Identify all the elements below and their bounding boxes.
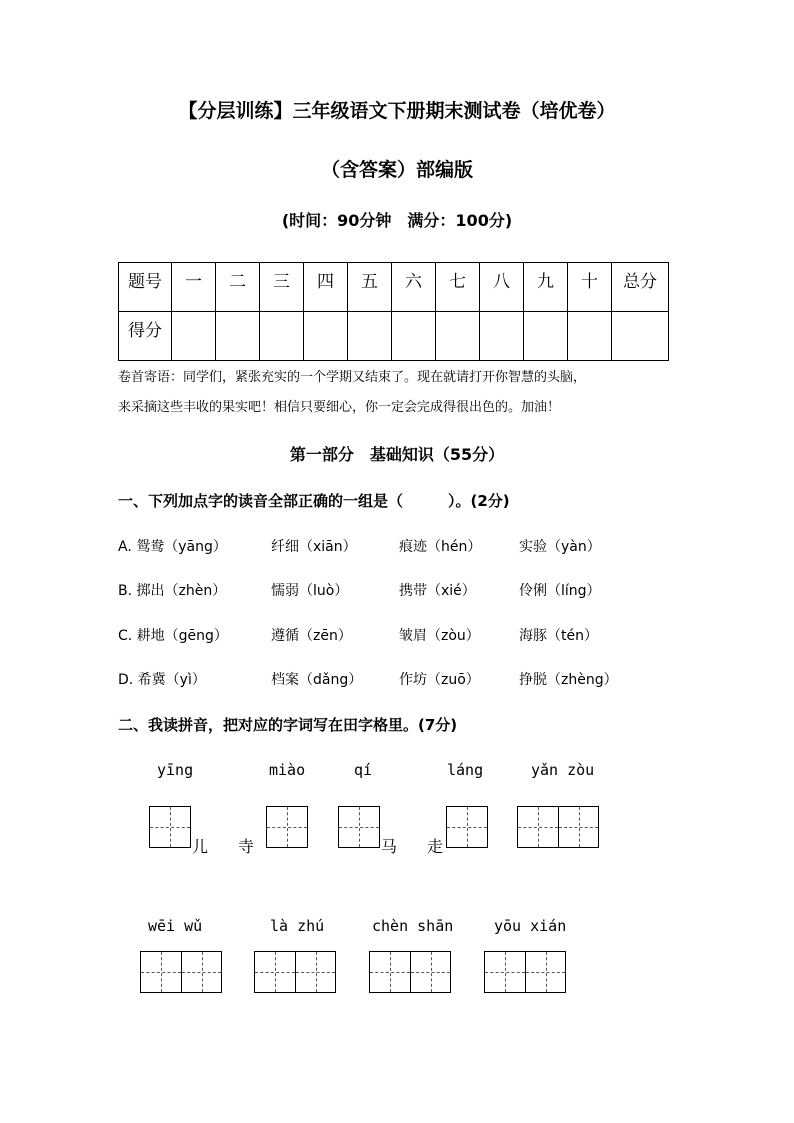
writing-grid[interactable] — [254, 951, 336, 993]
score-cell[interactable] — [436, 312, 480, 361]
writing-grid[interactable] — [140, 951, 222, 993]
grid-cell[interactable] — [485, 952, 525, 992]
score-table-header-cell: 十 — [568, 263, 612, 312]
question-2-prompt: 二、我读拼音，把对应的字词写在田字格里。(7分) — [118, 716, 458, 734]
option-c-item-2: 遵循（zēn） — [271, 628, 352, 644]
option-a-item-3: 痕迹（hén） — [399, 539, 482, 555]
option-a-item-1: A. 鸳鸯（yāng） — [118, 539, 227, 555]
option-b-item-2: 懦弱（luò） — [271, 583, 349, 599]
grid-cell[interactable] — [558, 807, 598, 847]
grid-cell[interactable] — [370, 952, 410, 992]
score-cell[interactable] — [524, 312, 568, 361]
writing-grid[interactable] — [517, 806, 599, 848]
grid-cell[interactable] — [150, 807, 190, 847]
option-a-item-4: 实验（yàn） — [519, 539, 601, 555]
option-d-item-3: 作坊（zuō） — [399, 672, 480, 688]
score-cell[interactable] — [348, 312, 392, 361]
score-cell[interactable] — [612, 312, 669, 361]
score-table-header-cell: 七 — [436, 263, 480, 312]
pinyin-label: láng — [447, 761, 484, 779]
option-b-item-1: B. 掷出（zhèn） — [118, 583, 227, 599]
score-table-header-cell: 六 — [392, 263, 436, 312]
pinyin-label: yīng — [157, 761, 194, 779]
writing-grid[interactable] — [484, 951, 566, 993]
score-cell[interactable] — [172, 312, 216, 361]
document-subtitle: （含答案）部编版 — [320, 159, 473, 181]
pinyin-label: yōu xián — [494, 917, 567, 935]
grid-cell[interactable] — [447, 807, 487, 847]
grid-cell[interactable] — [339, 807, 379, 847]
score-table-header-cell: 九 — [524, 263, 568, 312]
score-table-score-row — [119, 312, 669, 361]
score-table-header-cell: 四 — [304, 263, 348, 312]
grid-cell[interactable] — [255, 952, 295, 992]
intro-line-2: 来采摘这些丰收的果实吧！相信只要细心，你一定会完成得很出色的。加油！ — [118, 400, 561, 415]
grid-cell[interactable] — [181, 952, 221, 992]
score-label: 得分 — [119, 312, 172, 361]
writing-grid[interactable] — [338, 806, 380, 848]
pinyin-label: yǎn zòu — [531, 761, 595, 779]
score-table-header-cell: 总分 — [612, 263, 669, 312]
option-a-item-2: 纤细（xiān） — [271, 539, 357, 555]
option-c-item-3: 皱眉（zòu） — [399, 628, 480, 644]
score-table — [118, 262, 669, 361]
score-table-header-cell: 三 — [260, 263, 304, 312]
pinyin-label: qí — [354, 761, 373, 779]
character-suffix: 儿 — [192, 837, 209, 856]
intro-line-1: 卷首寄语：同学们，紧张充实的一个学期又结束了。现在就请打开你智慧的头脑， — [118, 370, 587, 385]
option-d-item-2: 档案（dǎng） — [271, 672, 363, 688]
grid-cell[interactable] — [518, 807, 558, 847]
pinyin-label: wēi wǔ — [148, 917, 203, 935]
score-cell[interactable] — [216, 312, 260, 361]
character-prefix: 寺 — [238, 837, 255, 856]
option-c-item-4: 海豚（tén） — [519, 628, 598, 644]
writing-grid[interactable] — [149, 806, 191, 848]
document-title: 【分层训练】三年级语文下册期末测试卷（培优卷） — [178, 100, 616, 122]
option-d-item-1: D. 希冀（yì） — [118, 672, 206, 688]
score-cell[interactable] — [568, 312, 612, 361]
score-cell[interactable] — [304, 312, 348, 361]
writing-grid[interactable] — [446, 806, 488, 848]
grid-cell[interactable] — [525, 952, 565, 992]
character-prefix: 走 — [427, 837, 444, 856]
score-cell[interactable] — [392, 312, 436, 361]
score-table-header-cell: 五 — [348, 263, 392, 312]
question-1-prompt: 一、下列加点字的读音全部正确的一组是（ ）。(2分) — [118, 492, 510, 510]
score-table-header-row — [119, 263, 669, 312]
grid-cell[interactable] — [295, 952, 335, 992]
option-b-item-4: 伶俐（líng） — [519, 583, 601, 599]
score-cell[interactable] — [480, 312, 524, 361]
pinyin-label: là zhú — [270, 917, 325, 935]
option-c-item-1: C. 耕地（gēng） — [118, 628, 228, 644]
grid-cell[interactable] — [410, 952, 450, 992]
score-table-header-cell: 八 — [480, 263, 524, 312]
writing-grid[interactable] — [266, 806, 308, 848]
section-heading: 第一部分 基础知识（55分） — [289, 445, 505, 464]
score-table-header-cell: 二 — [216, 263, 260, 312]
score-table-header-cell: 题号 — [119, 263, 172, 312]
score-cell[interactable] — [260, 312, 304, 361]
score-table-header-cell: 一 — [172, 263, 216, 312]
character-suffix: 马 — [381, 837, 398, 856]
time-info: (时间：90分钟 满分：100分) — [281, 211, 513, 230]
option-d-item-4: 挣脱（zhèng） — [519, 672, 618, 688]
pinyin-label: miào — [269, 761, 306, 779]
grid-cell[interactable] — [267, 807, 307, 847]
option-b-item-3: 携带（xié） — [399, 583, 476, 599]
pinyin-label: chèn shān — [372, 917, 454, 935]
grid-cell[interactable] — [141, 952, 181, 992]
writing-grid[interactable] — [369, 951, 451, 993]
